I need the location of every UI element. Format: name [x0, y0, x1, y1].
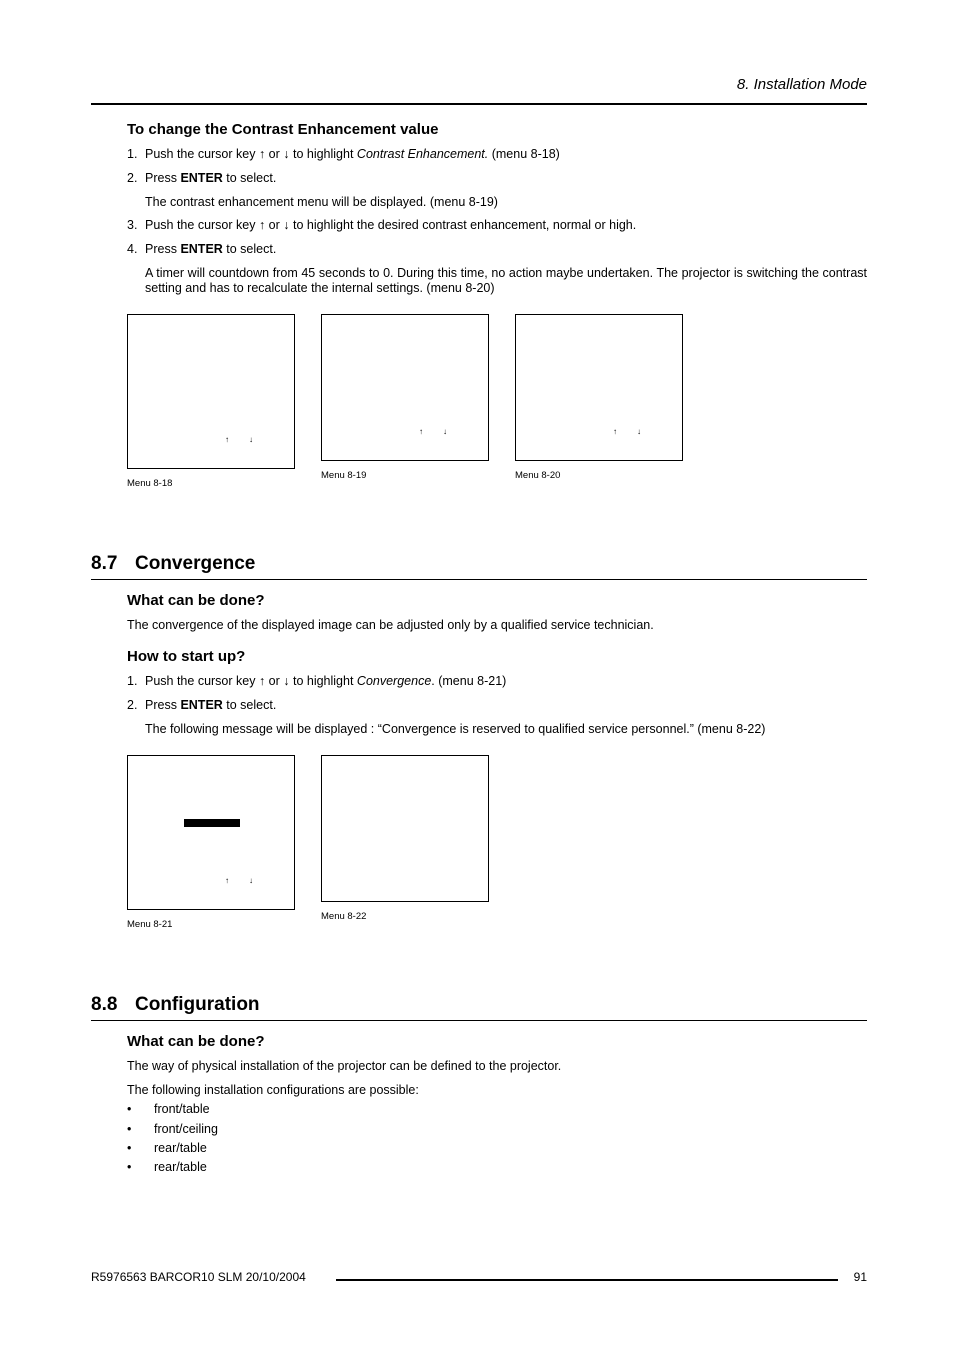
- section-title-convergence: [91, 553, 255, 575]
- contrast-step-2: [127, 171, 867, 186]
- step-text-end: to select.: [222, 698, 277, 712]
- step-number: 2.: [127, 171, 138, 185]
- menu-8-19-figure: [321, 314, 489, 461]
- menu-8-20-caption: Menu 8-20: [515, 470, 561, 481]
- configuration-para-1: The way of physical installation of the projector can be defined to the projector.: [127, 1059, 562, 1073]
- up-arrow-icon: ↑: [613, 427, 617, 436]
- list-item-label: front/ceiling: [154, 1122, 218, 1136]
- convergence-start-heading: How to start up?: [127, 648, 246, 665]
- list-item: [127, 1122, 218, 1137]
- step-text: Push the cursor key ↑ or ↓ to highlight: [145, 147, 357, 161]
- footer-rule: [336, 1279, 838, 1281]
- bullet: •: [127, 1160, 132, 1174]
- contrast-step-4: [127, 242, 867, 257]
- menu-8-18-caption: Menu 8-18: [127, 478, 173, 489]
- contrast-note-2: A timer will countdown from 45 seconds to 0. During this time, no action maybe undertaken. The projector is switching the contrast setting and has to recalculate the internal settings. (menu 8-20): [145, 266, 867, 295]
- menu-8-20-figure: [515, 314, 683, 461]
- up-arrow-icon: ↑: [225, 876, 229, 885]
- menu-8-22-caption: Menu 8-22: [321, 911, 367, 922]
- contrast-step-3: [127, 218, 867, 233]
- header-rule: [91, 103, 867, 105]
- page-number: 91: [853, 1270, 867, 1284]
- down-arrow-icon: ↓: [249, 435, 253, 444]
- menu-8-19-caption: Menu 8-19: [321, 470, 367, 481]
- menu-8-22-figure: [321, 755, 489, 902]
- step-text: Press: [145, 242, 181, 256]
- footer-doc-info: R5976563 BARCOR10 SLM 20/10/2004: [91, 1270, 306, 1284]
- up-arrow-icon: ↑: [225, 435, 229, 444]
- menu-8-18-figure: [127, 314, 295, 469]
- step-key: ENTER: [180, 242, 223, 256]
- menu-8-21-figure: [127, 755, 295, 910]
- contrast-note-1: The contrast enhancement menu will be displayed. (menu 8-19): [145, 195, 498, 209]
- convergence-what-heading: What can be done?: [127, 592, 265, 609]
- step-number: 2.: [127, 698, 138, 712]
- step-number: 1.: [127, 674, 138, 688]
- list-item: [127, 1141, 207, 1156]
- step-text-end: (menu 8-18): [488, 147, 560, 161]
- convergence-what-text: The convergence of the displayed image can be adjusted only by a qualified service technician.: [127, 618, 654, 632]
- step-key: ENTER: [180, 698, 223, 712]
- down-arrow-icon: ↓: [249, 876, 253, 885]
- section-number: 8.7: [91, 553, 118, 574]
- down-arrow-icon: ↓: [637, 427, 641, 436]
- step-text: Press: [145, 171, 181, 185]
- step-number: 3.: [127, 218, 138, 232]
- list-item-label: front/table: [154, 1102, 210, 1116]
- convergence-note: The following message will be displayed : “Convergence is reserved to qualified service personnel.” (menu 8-22): [145, 722, 766, 736]
- up-arrow-icon: ↑: [419, 427, 423, 436]
- chapter-title: 8. Installation Mode: [736, 76, 867, 93]
- list-item-label: rear/table: [154, 1160, 207, 1174]
- bullet: •: [127, 1122, 132, 1136]
- step-text: Press: [145, 698, 181, 712]
- configuration-para-2: The following installation configurations are possible:: [127, 1083, 419, 1097]
- highlight-bar: [184, 819, 240, 827]
- contrast-step-1: [127, 147, 867, 162]
- section-title-configuration: [91, 994, 260, 1016]
- bullet: •: [127, 1102, 132, 1116]
- configuration-what-heading: What can be done?: [127, 1033, 265, 1050]
- step-number: 1.: [127, 147, 138, 161]
- step-key: ENTER: [180, 171, 223, 185]
- step-emphasis: Contrast Enhancement.: [356, 147, 489, 161]
- list-item: [127, 1160, 207, 1175]
- menu-8-21-caption: Menu 8-21: [127, 919, 173, 930]
- list-item: [127, 1102, 210, 1117]
- convergence-step-1: [127, 674, 867, 689]
- section-name: Configuration: [135, 994, 260, 1015]
- step-text: Push the cursor key ↑ or ↓ to highlight: [145, 674, 357, 688]
- step-text-end: to select.: [222, 171, 277, 185]
- section-name: Convergence: [135, 553, 256, 574]
- section-rule: [91, 1020, 867, 1021]
- step-text: Push the cursor key ↑ or ↓ to highlight the desired contrast enhancement, normal or high.: [145, 218, 637, 232]
- section-rule: [91, 579, 867, 580]
- step-text-end: . (menu 8-21): [431, 674, 507, 688]
- step-text-end: to select.: [222, 242, 277, 256]
- contrast-heading: To change the Contrast Enhancement value: [127, 121, 439, 138]
- bullet: •: [127, 1141, 132, 1155]
- convergence-step-2: [127, 698, 867, 713]
- step-emphasis: Convergence: [356, 674, 432, 688]
- list-item-label: rear/table: [154, 1141, 207, 1155]
- down-arrow-icon: ↓: [443, 427, 447, 436]
- step-number: 4.: [127, 242, 138, 256]
- section-number: 8.8: [91, 994, 118, 1015]
